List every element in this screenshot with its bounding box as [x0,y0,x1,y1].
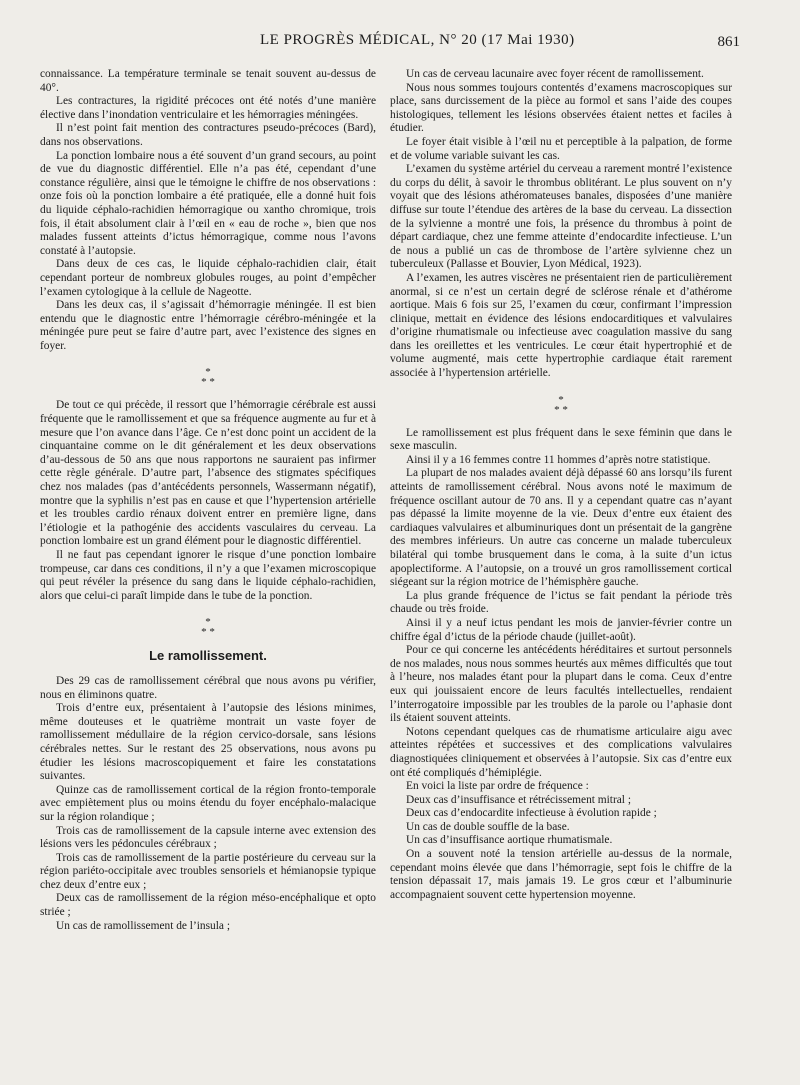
paragraph: Les contractures, la rigidité précoces ont été notés d’une manière élective dans l’inondation ventriculaire et les hémorragies méningées. [40,95,376,121]
paragraph: Le ramollissement est plus fréquent dans le sexe féminin que dans le sexe masculin. [390,426,732,453]
paragraph: Ainsi il y a neuf ictus pendant les mois de janvier-février contre un chiffre égal d’ictus de la période chaude (juillet-août). [390,616,732,643]
paragraph: La plus grande fréquence de l’ictus se fait pendant la période très chaude ou très froide. [390,589,732,616]
paragraph: Notons cependant quelques cas de rhumatisme articulaire aigu avec atteintes répétées et successives et des complications valvulaires diagnostiquées cliniquement et observées à l’autopsie. Six cas d’entre eux ont été compliqués d’hémiplégie. [390,725,732,779]
paragraph: connaissance. La température terminale se tenait souvent au-dessus de 40°. [40,68,376,94]
page-header [40,32,760,56]
paragraph: Il n’est point fait mention des contractures pseudo-précoces (Bard), dans nos observations. [40,122,376,148]
right-column [390,68,732,902]
running-title: LE PROGRÈS MÉDICAL, N° 20 (17 Mai 1930) [260,32,575,48]
paragraph: Ainsi il y a 16 femmes contre 11 hommes d’après notre statistique. [406,453,711,466]
section-separator: * * * [201,616,215,639]
left-column [40,68,376,933]
paragraph: Pour ce qui concerne les antécédents héréditaires et surtout personnels de nos malades, nous nous sommes heurtés aux mêmes difficultés que tout à l’heure, nos malades étant pour la plupart dans le coma. Ceux d’entre eux qui jouissaient encore de leurs facultés intellectuelles, rendaient l’interrogatoire impossible par les troubles de la parole ou l’aphasie dont ils étaient souvent atteints. [390,644,732,725]
paragraph: En voici la liste par ordre de fréquence : [406,780,589,793]
paragraph: On a souvent noté la tension artérielle au-dessus de la normale, cependant moins élevée que dans l’hémorragie, sept fois le chiffre de la tension dépassait 17, mais jamais 19. Le gros cœur et l’albuminurie accompagnaient souvent cette hypertension moyenne. [390,848,732,901]
paragraph: L’examen du système artériel du cerveau a rarement montré l’existence du corps du délit, à savoir le thrombus oblitérant. Le plus souvent on n’y voyait que des lésions athéromateuses banales, disposées d’une manière diffuse sur toute l’étendue des artères de la base du cerveau. La dissection de la sylvienne a montré une fois, la présence du thrombus à point de départ cardiaque, chez une femme atteinte d’endocardite infectieuse. L’un de nous a publié un cas de thrombose de l’artère sylvienne chez un tuberculeux (Pallasse et Bouvier, Lyon Médical, 1923). [390,163,732,271]
section-separator: * * * [554,393,568,416]
paragraph: Nous nous sommes toujours contentés d’examens macroscopiques sur place, sans durcissement de la pièce au formol et sans l’aide des coupes histologiques, tellement les lésions observées étaient nettes et faciles à étudier. [390,81,732,135]
list-item: Deux cas d’endocardite infectieuse à évolution rapide ; [406,807,657,820]
paragraph: Le foyer était visible à l’œil nu et perceptible à la palpation, de forme et de volume variable suivant les cas. [390,135,732,162]
paragraph: A l’examen, les autres viscères ne présentaient rien de particulièrement anormal, si ce n’est un certain degré de sclérose rénale et d’athérome aortique. Mais 6 fois sur 25, l’examen du cœur, confirmant l’impression clinique, mettait en évidence des lésions endocarditiques et valvulaires d’origine rhumatismale ou infectieuse avec coagulation massive du sang dans les oreillettes et les ventricules. Le cœur était hypertrophié et de volume augmenté, mais cette hypertrophie cardiaque était rarement associée à l’hypertension artérielle. [390,271,732,380]
paragraph: Trois cas de ramollissement de la partie postérieure du cerveau sur la région pariéto-occipitale avec troubles sensoriels et hémianopsie typique chez deux d’entre eux ; [40,851,376,891]
paragraph: Dans les deux cas, il s’agissait d’hémorragie méningée. Il est bien entendu que le diagnostic entre l’hémorragie cérébro-méningée et la méningée pure peut se faire d’autre part, avec l’existence des signes en foyer. [40,299,376,352]
page-number: 861 [717,34,740,50]
paragraph: De tout ce qui précède, il ressort que l’hémorragie cérébrale est aussi fréquente que le ramollissement et que sa fréquence augmente au fur et à mesure que l’on avance dans l’âge. Ce n’est donc point un accident de la cinquantaine comme on le dit généralement et les deux observations d’au-dessous de 50 ans que nous rapportons ne sauraient pas infirmer cette règle générale. D’autre part, l’absence des stigmates spécifiques chez nos malades (pas d’antécédents personnels, Wassermann négatif), montre que la syphilis n’est pas en cause et que l’hypertension artérielle et les troubles cardio rénaux doivent entrer en première ligne, dans l’étiologie et la pathogénie des accidents vasculaires du cerveau. La ponction lombaire est un grand élément pour le diagnostic différentiel. [40,399,376,548]
paragraph: Trois d’entre eux, présentaient à l’autopsie des lésions minimes, même douteuses et le quatrième montrait un vaste foyer de ramollissement médullaire de la région cervico-dorsale, sans lésions cérébrales nettes. Sur le restant des 25 observations, nous avons pu étudier les lésions macroscopiquement et faire les constatations suivantes. [40,702,376,783]
paragraph: Un cas de cerveau lacunaire avec foyer récent de ramollissement. [406,68,704,80]
paragraph: Il ne faut pas cependant ignorer le risque d’une ponction lombaire trompeuse, car dans ces conditions, il n’y a que l’examen microscopique qui peut révéler la présence du sang dans le liquide céphalo-rachidien, alors que celui-ci paraît limpide dans le tube de la ponction. [40,549,376,602]
paragraph: Quinze cas de ramollissement cortical de la région fronto-temporale avec empiètement plus ou moins étendu du foyer encéphalo-malacique sur la région rolandique ; [40,783,376,823]
paragraph: La ponction lombaire nous a été souvent d’un grand secours, au point de vue du diagnostic différentiel. Elle n’a pas été, cependant d’une constance régulière, ainsi que le témoigne le chiffre de nos observations : onze fois où la ponction lombaire a été pratiquée, elle a donné huit fois du liquide céphalo-rachidien hémorragique ou xantho chromique, trois fois, il était absolument clair à l’œil en « eau de roche », bien que nos malades fussent atteints d’ictus hémorragique, comme nous l’avons constaté à l’autopsie. [40,149,376,257]
list-item: Un cas de double souffle de la base. [406,820,570,833]
list-item: Un cas d’insuffisance aortique rhumatismale. [406,834,613,847]
paragraph: Deux cas de ramollissement de la région méso-encéphalique et opto striée ; [40,892,376,919]
paragraph: La plupart de nos malades avaient déjà dépassé 60 ans lorsqu’ils furent atteints de ramollissement cérébral. Nous avons noté le maximum de fréquence oscillant autour de 70 ans. Il y a cependant quatre cas n’ayant pas dépassé la limite moyenne de la vie. Deux d’entre eux étaient des cardiaques valvulaires et albuminuriques dont un présentait de la gangrène des membres inférieurs. Un autre cas concerne un malade tuberculeux bilatéral qui tombe brusquement dans le coma, à la suite d’un ictus apoplectiforme. A l’autopsie, on a trouvé un gros ramollissement cortical siégeant sur la région motrice de l’hémisphère gauche. [390,467,732,589]
paragraph: Dans deux de ces cas, le liquide céphalo-rachidien clair, était cependant porteur de nombreux globules rouges, au point d’empêcher l’examen cytologique à la cellule de Nageotte. [40,258,376,298]
section-title: Le ramollissement. [149,648,267,664]
paragraph: Des 29 cas de ramollissement cérébral que nous avons pu vérifier, nous en éliminons quatre. [40,674,376,701]
section-separator: * * * [201,366,215,389]
list-item: Deux cas d’insuffisance et rétrécissement mitral ; [406,793,631,806]
paragraph: Trois cas de ramollissement de la capsule interne avec extension des lésions vers les pédoncules cérébraux ; [40,824,376,851]
paragraph: Un cas de ramollissement de l’insula ; [56,919,230,932]
